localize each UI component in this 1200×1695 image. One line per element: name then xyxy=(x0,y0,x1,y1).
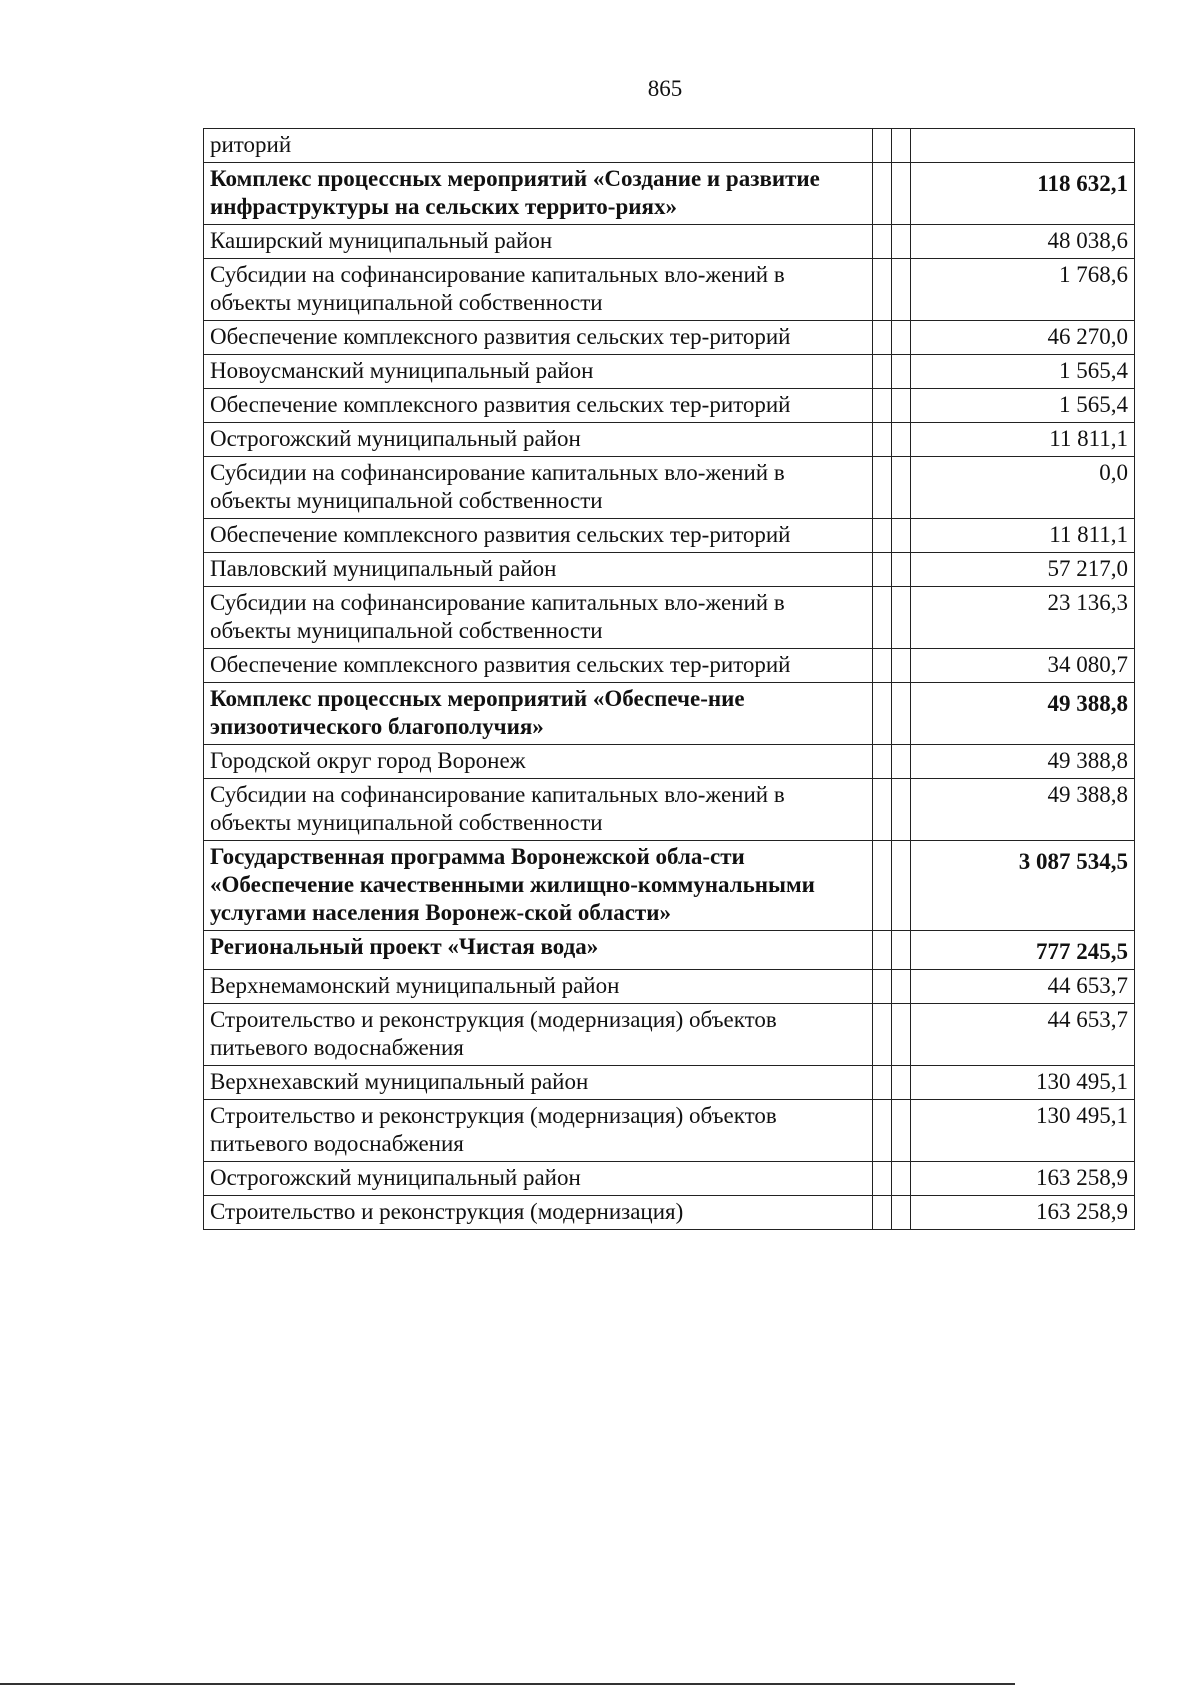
empty-code-cell xyxy=(873,931,892,970)
empty-code-cell xyxy=(873,841,892,931)
row-name-cell: Региональный проект «Чистая вода» xyxy=(204,931,873,970)
empty-code-cell xyxy=(892,1196,911,1230)
row-value-cell: 1 565,4 xyxy=(911,389,1135,423)
row-value-cell: 57 217,0 xyxy=(911,553,1135,587)
empty-code-cell xyxy=(892,683,911,745)
row-name-cell: Павловский муниципальный район xyxy=(204,553,873,587)
empty-code-cell xyxy=(873,129,892,163)
row-name-cell: Обеспечение комплексного развития сельских тер-риторий xyxy=(204,649,873,683)
row-name-cell: риторий xyxy=(204,129,873,163)
empty-code-cell xyxy=(892,355,911,389)
empty-code-cell xyxy=(892,389,911,423)
row-name-cell: Верхнехавский муниципальный район xyxy=(204,1066,873,1100)
empty-code-cell xyxy=(892,129,911,163)
empty-code-cell xyxy=(892,1162,911,1196)
empty-code-cell xyxy=(892,321,911,355)
table-row xyxy=(204,457,1135,519)
empty-code-cell xyxy=(873,553,892,587)
empty-code-cell xyxy=(873,321,892,355)
row-name-cell: Субсидии на софинансирование капитальных вло-жений в объекты муниципальной собственности xyxy=(204,587,873,649)
empty-code-cell xyxy=(892,553,911,587)
empty-code-cell xyxy=(892,649,911,683)
row-name-cell: Верхнемамонский муниципальный район xyxy=(204,970,873,1004)
table-row xyxy=(204,1162,1135,1196)
row-name-cell: Городской округ город Воронеж xyxy=(204,745,873,779)
table-row xyxy=(204,321,1135,355)
table-row xyxy=(204,931,1135,970)
empty-code-cell xyxy=(892,745,911,779)
table-row xyxy=(204,1100,1135,1162)
table-row xyxy=(204,841,1135,931)
row-name-cell: Обеспечение комплексного развития сельских тер-риторий xyxy=(204,389,873,423)
empty-code-cell xyxy=(892,587,911,649)
row-name-cell: Обеспечение комплексного развития сельских тер-риторий xyxy=(204,321,873,355)
empty-code-cell xyxy=(873,745,892,779)
row-value-cell: 163 258,9 xyxy=(911,1162,1135,1196)
row-value-cell xyxy=(911,129,1135,163)
empty-code-cell xyxy=(892,970,911,1004)
empty-code-cell xyxy=(873,259,892,321)
empty-code-cell xyxy=(892,1100,911,1162)
table-row xyxy=(204,683,1135,745)
row-name-cell: Субсидии на софинансирование капитальных вло-жений в объекты муниципальной собственности xyxy=(204,457,873,519)
row-value-cell: 44 653,7 xyxy=(911,970,1135,1004)
row-name-cell: Комплекс процессных мероприятий «Обеспече-ние эпизоотического благополучия» xyxy=(204,683,873,745)
row-value-cell: 44 653,7 xyxy=(911,1004,1135,1066)
row-name-cell: Субсидии на софинансирование капитальных вло-жений в объекты муниципальной собственности xyxy=(204,779,873,841)
footer-rule xyxy=(0,1683,1015,1685)
page-number: 865 xyxy=(647,76,683,101)
row-value-cell: 1 768,6 xyxy=(911,259,1135,321)
row-name-cell: Острогожский муниципальный район xyxy=(204,1162,873,1196)
table-row xyxy=(204,649,1135,683)
empty-code-cell xyxy=(873,587,892,649)
table-row xyxy=(204,1004,1135,1066)
table-row xyxy=(204,389,1135,423)
row-value-cell: 1 565,4 xyxy=(911,355,1135,389)
row-name-cell: Острогожский муниципальный район xyxy=(204,423,873,457)
table-row xyxy=(204,225,1135,259)
table-row xyxy=(204,779,1135,841)
row-value-cell: 23 136,3 xyxy=(911,587,1135,649)
empty-code-cell xyxy=(892,519,911,553)
empty-code-cell xyxy=(873,519,892,553)
table-row xyxy=(204,519,1135,553)
empty-code-cell xyxy=(873,225,892,259)
row-value-cell: 163 258,9 xyxy=(911,1196,1135,1230)
row-value-cell: 11 811,1 xyxy=(911,519,1135,553)
empty-code-cell xyxy=(873,970,892,1004)
table-row xyxy=(204,587,1135,649)
empty-code-cell xyxy=(892,225,911,259)
row-name-cell: Строительство и реконструкция (модернизация) объектов питьевого водоснабжения xyxy=(204,1004,873,1066)
row-value-cell: 777 245,5 xyxy=(911,931,1135,970)
table-row xyxy=(204,163,1135,225)
table-row xyxy=(204,970,1135,1004)
budget-table xyxy=(203,128,1135,1230)
row-value-cell: 130 495,1 xyxy=(911,1100,1135,1162)
table-row xyxy=(204,1066,1135,1100)
table-row xyxy=(204,1196,1135,1230)
row-name-cell: Каширский муниципальный район xyxy=(204,225,873,259)
row-value-cell: 130 495,1 xyxy=(911,1066,1135,1100)
empty-code-cell xyxy=(892,841,911,931)
empty-code-cell xyxy=(873,1162,892,1196)
row-name-cell: Строительство и реконструкция (модернизация) объектов питьевого водоснабжения xyxy=(204,1100,873,1162)
empty-code-cell xyxy=(892,423,911,457)
empty-code-cell xyxy=(892,1066,911,1100)
empty-code-cell xyxy=(873,1100,892,1162)
table-row xyxy=(204,553,1135,587)
empty-code-cell xyxy=(873,1196,892,1230)
row-value-cell: 49 388,8 xyxy=(911,683,1135,745)
empty-code-cell xyxy=(892,259,911,321)
empty-code-cell xyxy=(892,457,911,519)
empty-code-cell xyxy=(892,1004,911,1066)
row-name-cell: Новоусманский муниципальный район xyxy=(204,355,873,389)
empty-code-cell xyxy=(873,1004,892,1066)
row-value-cell: 11 811,1 xyxy=(911,423,1135,457)
row-value-cell: 49 388,8 xyxy=(911,779,1135,841)
row-value-cell: 0,0 xyxy=(911,457,1135,519)
row-name-cell: Комплекс процессных мероприятий «Создание и развитие инфраструктуры на сельских террито-риях» xyxy=(204,163,873,225)
empty-code-cell xyxy=(892,163,911,225)
row-value-cell: 34 080,7 xyxy=(911,649,1135,683)
empty-code-cell xyxy=(873,649,892,683)
empty-code-cell xyxy=(873,423,892,457)
empty-code-cell xyxy=(873,779,892,841)
empty-code-cell xyxy=(892,931,911,970)
empty-code-cell xyxy=(873,163,892,225)
row-value-cell: 48 038,6 xyxy=(911,225,1135,259)
empty-code-cell xyxy=(873,355,892,389)
row-value-cell: 3 087 534,5 xyxy=(911,841,1135,931)
row-value-cell: 118 632,1 xyxy=(911,163,1135,225)
empty-code-cell xyxy=(873,683,892,745)
table-row xyxy=(204,423,1135,457)
table-row xyxy=(204,745,1135,779)
row-value-cell: 49 388,8 xyxy=(911,745,1135,779)
table-row xyxy=(204,355,1135,389)
row-name-cell: Государственная программа Воронежской обла-сти «Обеспечение качественными жилищно-коммунальными услугами населения Воронеж-ской области» xyxy=(204,841,873,931)
empty-code-cell xyxy=(873,1066,892,1100)
table-row xyxy=(204,129,1135,163)
empty-code-cell xyxy=(873,457,892,519)
budget-table-body xyxy=(204,129,1135,1230)
empty-code-cell xyxy=(892,779,911,841)
row-name-cell: Субсидии на софинансирование капитальных вло-жений в объекты муниципальной собственности xyxy=(204,259,873,321)
table-row xyxy=(204,259,1135,321)
row-value-cell: 46 270,0 xyxy=(911,321,1135,355)
row-name-cell: Строительство и реконструкция (модернизация) xyxy=(204,1196,873,1230)
row-name-cell: Обеспечение комплексного развития сельских тер-риторий xyxy=(204,519,873,553)
empty-code-cell xyxy=(873,389,892,423)
